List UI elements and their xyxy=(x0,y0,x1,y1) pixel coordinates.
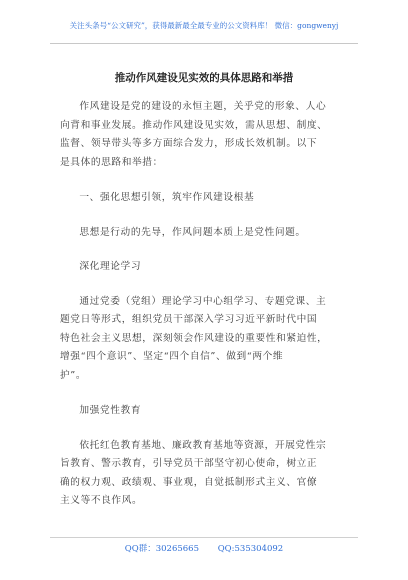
text-line: 增强“四个意识”、坚定“四个自信”、做到“两个维 xyxy=(60,351,284,362)
text-line: 护”。 xyxy=(60,369,87,381)
text-line: 题党日等形式，组织党员干部深入学习习近平新时代中国 xyxy=(60,314,318,325)
paragraph xyxy=(60,437,352,511)
text-line: 旨教育、警示教育，引导党员干部坚守初心使命，树立正 xyxy=(60,458,318,469)
header-divider xyxy=(50,43,358,44)
text-line: 确的权力观、政绩观、事业观，自觉抵制形式主义、官僚 xyxy=(60,476,318,488)
text-line: 是具体的思路和举措： xyxy=(60,156,163,168)
subheading xyxy=(60,402,352,421)
footer-qq-group: QQ群：30265665 xyxy=(124,544,199,554)
section-heading xyxy=(60,189,352,208)
header-note: 关注头条号“公文研究”，获得最新最全最专业的公文资料库！ 微信：gongwenyj xyxy=(69,21,339,30)
text-line: 加强党性教育 xyxy=(79,405,142,416)
text-line: 思想是行动的先导，作风问题本质上是党性问题。 xyxy=(79,226,306,238)
paragraph xyxy=(60,224,352,243)
text-line: 深化理论学习 xyxy=(79,261,142,272)
text-line: 监督、领导带头等多方面综合发力，形成长效机制。以下 xyxy=(60,138,318,149)
footer xyxy=(0,542,408,554)
document-body xyxy=(60,98,352,511)
text-line: 特色社会主义思想，深刻领会作风建设的重要性和紧迫性， xyxy=(60,332,328,344)
text-line: 一、强化思想引领，筑牢作风建设根基 xyxy=(79,192,255,203)
text-line: 向背和事业发展。推动作风建设见实效，需从思想、制度、 xyxy=(60,119,328,131)
paragraph xyxy=(60,293,352,386)
text-line: 作风建设是党的建设的永恒主题，关乎党的形象、人心 xyxy=(79,101,327,112)
document-title: 推动作风建设见实效的具体思路和举措 xyxy=(114,72,294,84)
footer-qq: QQ:535304092 xyxy=(217,544,284,554)
footer-divider xyxy=(50,537,358,538)
text-line: 依托红色教育基地、廉政教育基地等资源，开展党性宗 xyxy=(79,439,327,451)
paragraph-intro xyxy=(60,98,352,172)
text-line: 通过党委（党组）理论学习中心组学习、专题党课、主 xyxy=(79,295,327,307)
text-line: 主义等不良作风。 xyxy=(60,495,143,506)
subheading xyxy=(60,258,352,277)
